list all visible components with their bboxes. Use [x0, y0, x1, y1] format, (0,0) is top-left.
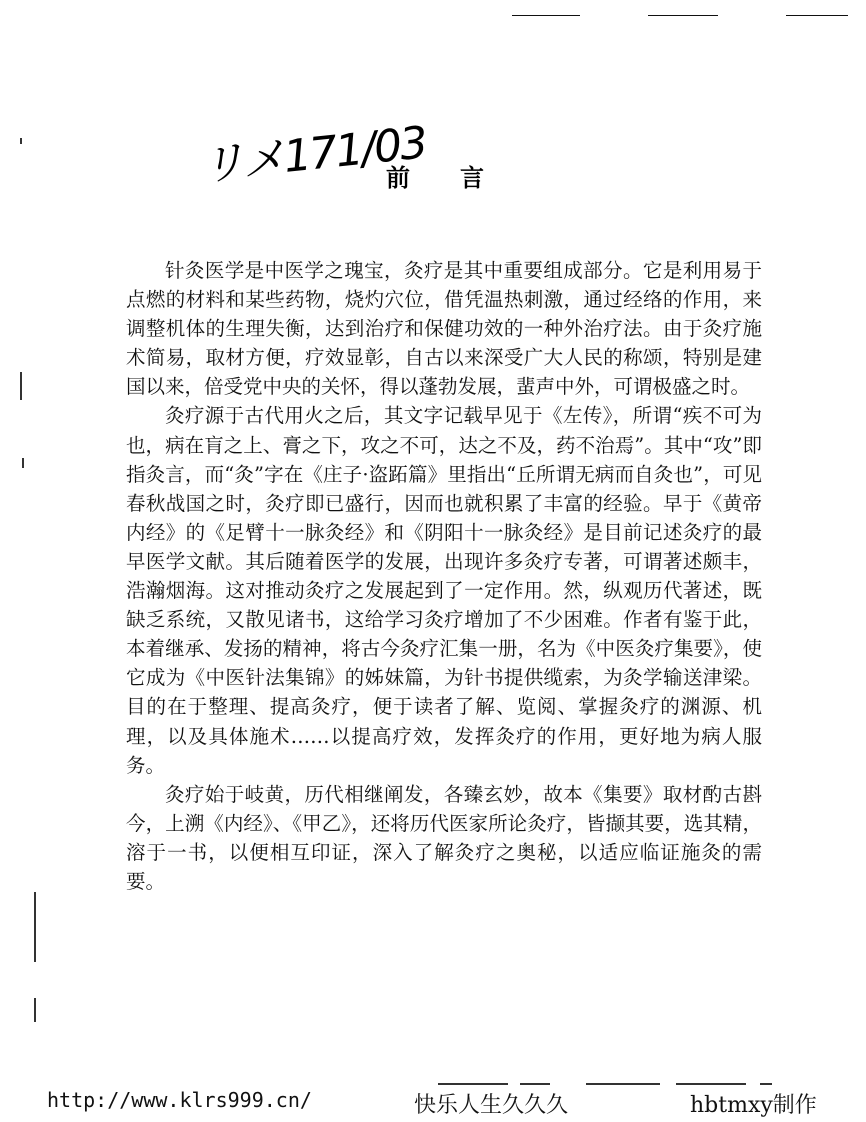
top-rule-3: [786, 15, 848, 16]
paragraph: 针灸医学是中医学之瑰宝，灸疗是其中重要组成部分。它是利用易于点燃的材料和某些药物，烧灼穴位，借凭温热刺激，通过经络的作用，来调整机体的生理失衡，达到治疗和保健功效的一种外治疗法。由于灸疗施术简易，取材方便，疗效显彰，自古以来深受广大人民的称颂，特别是建国以来，倍受党中央的关怀，得以蓬勃发展，蜚声中外，可谓极盛之时。: [126, 259, 762, 399]
top-rule-2: [648, 15, 718, 16]
margin-mark: [34, 892, 36, 962]
footer-center-text: 快乐人生久久久: [414, 1093, 569, 1118]
preface-body: [126, 256, 762, 896]
page-title: 前言: [386, 164, 534, 192]
handwritten-note: リメ171/03: [198, 117, 429, 192]
scan-dash: [760, 1083, 772, 1085]
margin-mark: [34, 998, 36, 1022]
footer-credit: hbtmxy制作: [690, 1093, 817, 1118]
paragraph: 灸疗始于岐黄，历代相继阐发，各臻玄妙，故本《集要》取材酌古斟今，上溯《内经》、《甲乙》，还将历代医家所论灸疗，皆撷其要，选其精，溶于一书，以便相互印证，深入了解灸疗之奥秘，以适应临证施灸的需要。: [126, 782, 762, 893]
scan-dash: [438, 1083, 508, 1085]
scan-dash: [520, 1083, 550, 1085]
footer-url-link[interactable]: http://www.klrs999.cn/: [47, 1088, 312, 1112]
margin-mark: [20, 138, 22, 144]
top-rule-1: [512, 15, 580, 16]
margin-mark: [22, 458, 24, 468]
margin-mark: [20, 372, 22, 400]
scan-dash: [676, 1083, 746, 1085]
scan-dash: [586, 1083, 660, 1085]
paragraph: 灸疗源于古代用火之后，其文字记载早见于《左传》，所谓“疾不可为也，病在肓之上、膏之下，攻之不可，达之不及，药不治焉”。其中“攻”即指灸言，而“灸”字在《庄子·盗跖篇》里指出“丘所谓无病而自灸也”，可见春秋战国之时，灸疗即已盛行，因而也就积累了丰富的经验。早于《黄帝内经》的《足臂十一脉灸经》和《阴阳十一脉灸经》是目前记述灸疗的最早医学文献。其后随着医学的发展，出现许多灸疗专著，可谓著述颇丰，浩瀚烟海。这对推动灸疗之发展起到了一定作用。然，纵观历代著述，既缺乏系统，又散见诸书，这给学习灸疗增加了不少困难。作者有鉴于此，本着继承、发扬的精神，将古今灸疗汇集一册，名为《中医灸疗集要》，使它成为《中医针法集锦》的姊妹篇，为针书提供缆索，为灸学输送津梁。目的在于整理、提高灸疗，便于读者了解、览阅、掌握灸疗的渊源、机理，以及具体施术……以提高疗效，发挥灸疗的作用，更好地为病人服务。: [126, 404, 762, 777]
